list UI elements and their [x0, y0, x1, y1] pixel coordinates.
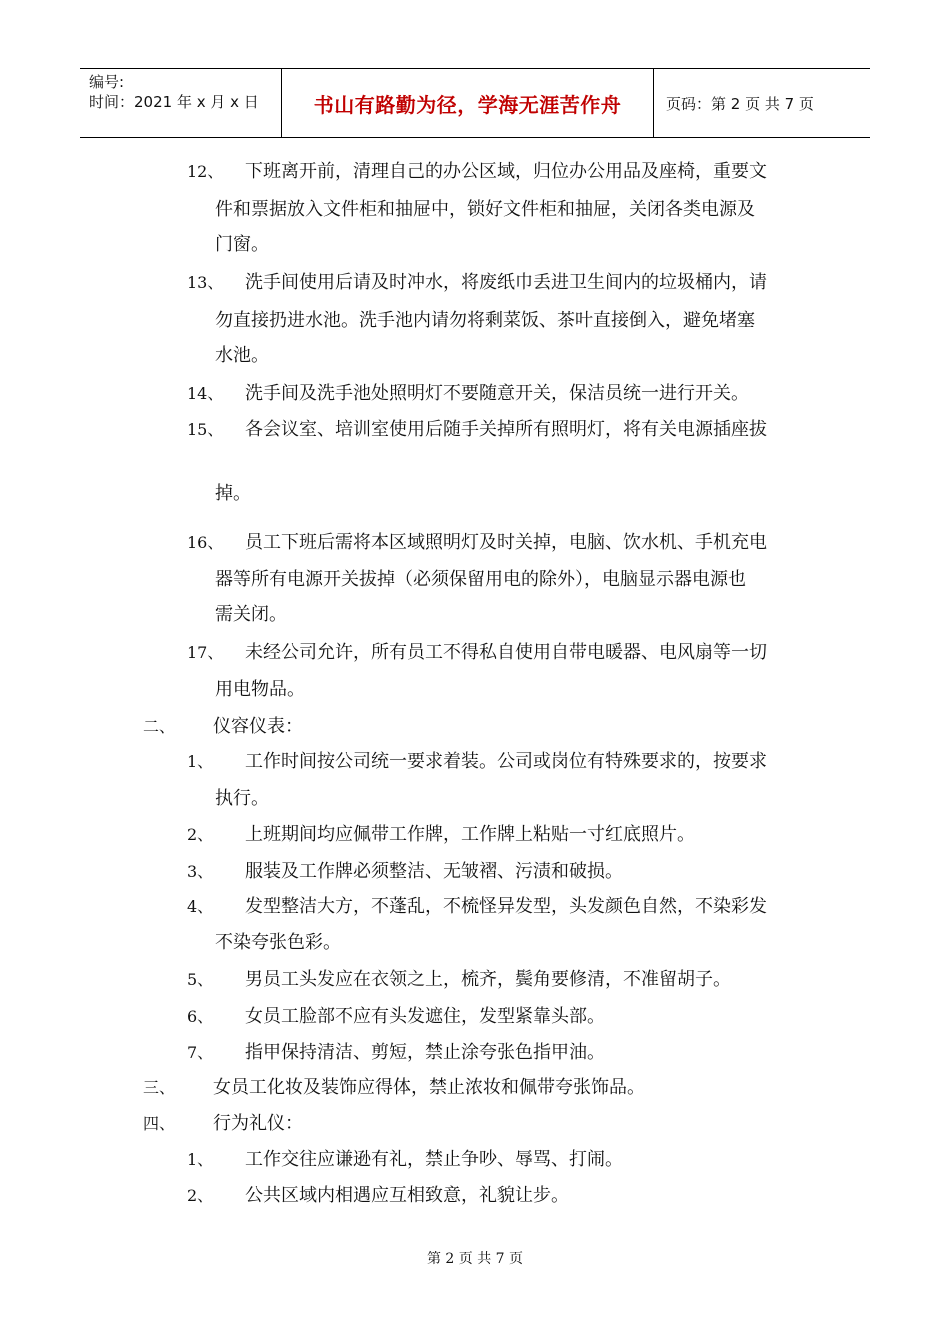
item-number: 2、	[187, 1186, 214, 1205]
item-text-line: 洗手间及洗手池处照明灯不要随意开关，保洁员统一进行开关。	[245, 383, 749, 404]
header-meta	[80, 69, 282, 137]
item-text-line: 不染夸张色彩。	[215, 932, 341, 953]
item-text-line: 发型整洁大方，不蓬乱，不梳怪异发型，头发颜色自然，不染彩发	[245, 896, 767, 917]
item-text-line: 勿直接扔进水池。洗手池内请勿将剩菜饭、茶叶直接倒入，避免堵塞	[215, 310, 755, 331]
item-number: 四、	[143, 1114, 176, 1133]
item-text-line: 工作交往应谦逊有礼，禁止争吵、辱骂、打闹。	[245, 1149, 623, 1170]
item-text-line: 工作时间按公司统一要求着装。公司或岗位有特殊要求的，按要求	[245, 751, 767, 772]
item-text-line: 女员工化妆及装饰应得体，禁止浓妆和佩带夸张饰品。	[213, 1077, 645, 1098]
item-text-line: 用电物品。	[215, 679, 305, 700]
item-number: 1、	[187, 752, 214, 771]
item-number: 12、	[187, 162, 224, 181]
item-number: 13、	[187, 273, 224, 292]
item-text-line: 掉。	[215, 483, 251, 504]
header-page-info: 页码：第 2 页 共 7 页	[666, 94, 814, 113]
item-number: 3、	[187, 862, 214, 881]
item-number: 1、	[187, 1150, 214, 1169]
item-number: 三、	[143, 1078, 176, 1097]
item-text-line: 执行。	[215, 788, 269, 809]
item-number: 17、	[187, 643, 224, 662]
page-footer: 第 2 页 共 7 页	[426, 1251, 524, 1267]
item-text-line: 服装及工作牌必须整洁、无皱褶、污渍和破损。	[245, 861, 623, 882]
item-text-line: 女员工脸部不应有头发遮住，发型紧靠头部。	[245, 1006, 605, 1027]
item-number: 7、	[187, 1043, 214, 1062]
item-number: 二、	[143, 717, 176, 736]
item-text-line: 指甲保持清洁、剪短，禁止涂夸张色指甲油。	[245, 1042, 605, 1063]
item-number: 15、	[187, 420, 224, 439]
document-number-label: 编号:	[89, 73, 125, 91]
item-text-line: 需关闭。	[215, 604, 287, 625]
item-text-line: 未经公司允许，所有员工不得私自使用自带电暖器、电风扇等一切	[245, 642, 767, 663]
item-text-line: 仪容仪表：	[213, 716, 303, 737]
item-number: 16、	[187, 533, 224, 552]
item-text-line: 男员工头发应在衣领之上，梳齐，鬓角要修清，不准留胡子。	[245, 969, 731, 990]
item-text-line: 器等所有电源开关拔掉（必须保留用电的除外），电脑显示器电源也	[215, 569, 746, 590]
item-text-line: 下班离开前，清理自己的办公区域，归位办公用品及座椅，重要文	[245, 161, 767, 182]
item-number: 14、	[187, 384, 224, 403]
item-text-line: 上班期间均应佩带工作牌，工作牌上粘贴一寸红底照片。	[245, 824, 695, 845]
item-text-line: 行为礼仪：	[213, 1113, 303, 1134]
item-text-line: 门窗。	[215, 234, 269, 255]
item-text-line: 件和票据放入文件柜和抽屉中，锁好文件柜和抽屉，关闭各类电源及	[215, 199, 755, 220]
item-text-line: 水池。	[215, 345, 269, 366]
header-motto-cell	[282, 69, 654, 137]
item-text-line: 员工下班后需将本区域照明灯及时关掉，电脑、饮水机、手机充电	[245, 532, 767, 553]
page-header	[80, 68, 870, 138]
item-text-line: 洗手间使用后请及时冲水，将废纸巾丢进卫生间内的垃圾桶内，请	[245, 272, 767, 293]
header-motto: 书山有路勤为径，学海无涯苦作舟	[313, 92, 622, 117]
item-text-line: 各会议室、培训室使用后随手关掉所有照明灯，将有关电源插座拔	[245, 419, 767, 440]
item-number: 5、	[187, 970, 214, 989]
item-number: 6、	[187, 1007, 214, 1026]
item-number: 4、	[187, 897, 214, 916]
item-text-line: 公共区域内相遇应互相致意，礼貌让步。	[245, 1185, 569, 1206]
document-date: 时间：2021 年 x 月 x 日	[89, 93, 259, 111]
item-number: 2、	[187, 825, 214, 844]
